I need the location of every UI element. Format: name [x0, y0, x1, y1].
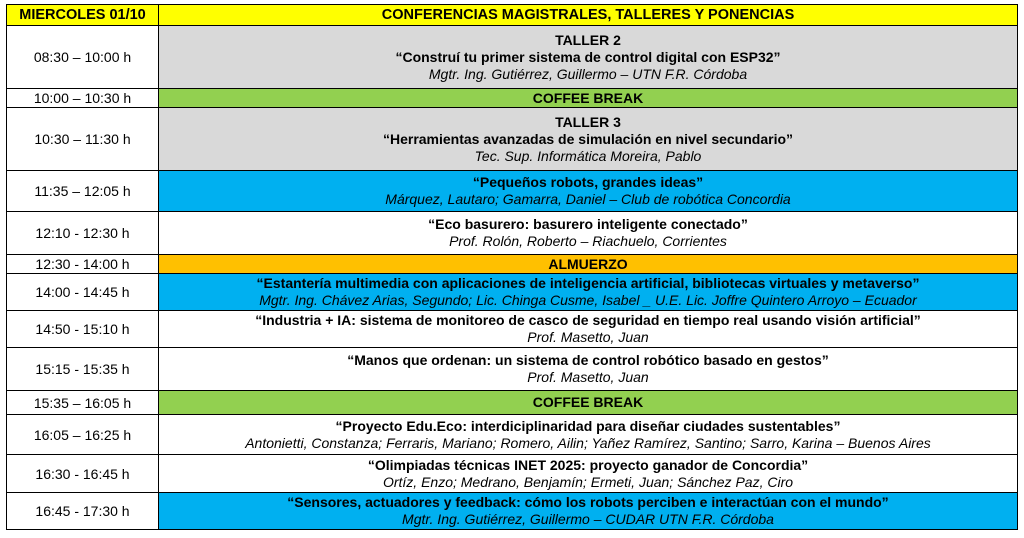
event-title: “Construí tu primer sistema de control digital con ESP32” [395, 48, 781, 65]
event-title: “Proyecto Edu.Eco: interdiciplinaridad para diseñar ciudades sustentables” [335, 417, 841, 434]
event-title: “Manos que ordenan: un sistema de control robótico basado en gestos” [347, 352, 829, 368]
header-title: CONFERENCIAS MAGISTRALES, TALLERES Y PONENCIAS [159, 5, 1018, 26]
row-break: ALMUERZO [159, 255, 1018, 274]
row-event [159, 108, 1018, 171]
event-speakers: Antonietti, Constanza; Ferraris, Mariano; Romero, Ailin; Yañez Ramírez, Santino; Sarro, Karina – Buenos Aires [245, 434, 931, 451]
event-title: “Industria + IA: sistema de monitoreo de casco de seguridad en tiempo real usando visión artificial” [255, 312, 921, 328]
schedule-row [7, 89, 1018, 108]
schedule-row [7, 212, 1018, 255]
row-event [159, 415, 1018, 455]
row-time: 16:05 – 16:25 h [7, 415, 159, 455]
schedule-row [7, 26, 1018, 89]
event-title: “Pequeños robots, grandes ideas” [472, 174, 704, 190]
event-label: TALLER 3 [555, 113, 621, 130]
row-event [159, 26, 1018, 89]
event-title: “Sensores, actuadores y feedback: cómo los robots perciben e interactúan con el mundo” [287, 494, 889, 510]
row-time: 10:30 – 11:30 h [7, 108, 159, 171]
row-event [159, 348, 1018, 391]
row-event [159, 493, 1018, 530]
row-time: 12:10 - 12:30 h [7, 212, 159, 255]
event-title: “Estantería multimedia con aplicaciones de inteligencia artificial, bibliotecas virtuales y metaverso” [256, 275, 920, 291]
schedule-table [6, 4, 1018, 530]
schedule-row [7, 348, 1018, 391]
schedule-row [7, 108, 1018, 171]
row-event [159, 274, 1018, 311]
schedule-row [7, 455, 1018, 493]
schedule-row [7, 311, 1018, 348]
row-break: COFFEE BREAK [159, 89, 1018, 108]
event-title: “Olimpiadas técnicas INET 2025: proyecto ganador de Concordia” [367, 456, 809, 473]
row-break: COFFEE BREAK [159, 391, 1018, 415]
row-event [159, 455, 1018, 493]
row-time: 10:00 – 10:30 h [7, 89, 159, 108]
schedule-row [7, 391, 1018, 415]
row-time: 15:15 - 15:35 h [7, 348, 159, 391]
row-time: 16:45 - 17:30 h [7, 493, 159, 530]
event-title: “Eco basurero: basurero inteligente conectado” [428, 216, 748, 232]
event-title: “Herramientas avanzadas de simulación en nivel secundario” [382, 130, 794, 147]
event-speakers: Mgtr. Ing. Chávez Arias, Segundo; Lic. Chinga Cusme, Isabel _ U.E. Lic. Joffre Quintero Arroyo – Ecuador [259, 292, 917, 308]
row-time: 16:30 - 16:45 h [7, 455, 159, 493]
event-speakers: Mgtr. Ing. Gutiérrez, Guillermo – UTN F.R. Córdoba [428, 65, 748, 82]
row-time: 15:35 – 16:05 h [7, 391, 159, 415]
event-speakers: Tec. Sup. Informática Moreira, Pablo [474, 147, 702, 164]
row-time: 14:50 - 15:10 h [7, 311, 159, 348]
event-speakers: Ortíz, Enzo; Medrano, Benjamín; Ermeti, Juan; Sánchez Paz, Ciro [382, 473, 794, 490]
row-time: 14:00 - 14:45 h [7, 274, 159, 311]
schedule-row [7, 171, 1018, 212]
header-row [7, 5, 1018, 26]
row-time: 12:30 - 14:00 h [7, 255, 159, 274]
schedule-row [7, 274, 1018, 311]
schedule-row [7, 493, 1018, 530]
row-event [159, 171, 1018, 212]
schedule-row [7, 415, 1018, 455]
header-date: MIERCOLES 01/10 [7, 5, 159, 26]
event-speakers: Prof. Rolón, Roberto – Riachuelo, Corrientes [449, 233, 727, 249]
schedule-row [7, 255, 1018, 274]
row-time: 08:30 – 10:00 h [7, 26, 159, 89]
row-event [159, 311, 1018, 348]
row-time: 11:35 – 12:05 h [7, 171, 159, 212]
event-speakers: Prof. Masetto, Juan [527, 329, 649, 345]
event-speakers: Prof. Masetto, Juan [527, 369, 649, 385]
row-event [159, 212, 1018, 255]
event-speakers: Márquez, Lautaro; Gamarra, Daniel – Club de robótica Concordia [385, 191, 791, 207]
event-speakers: Mgtr. Ing. Gutiérrez, Guillermo – CUDAR UTN F.R. Córdoba [402, 511, 774, 527]
event-label: TALLER 2 [555, 31, 621, 48]
